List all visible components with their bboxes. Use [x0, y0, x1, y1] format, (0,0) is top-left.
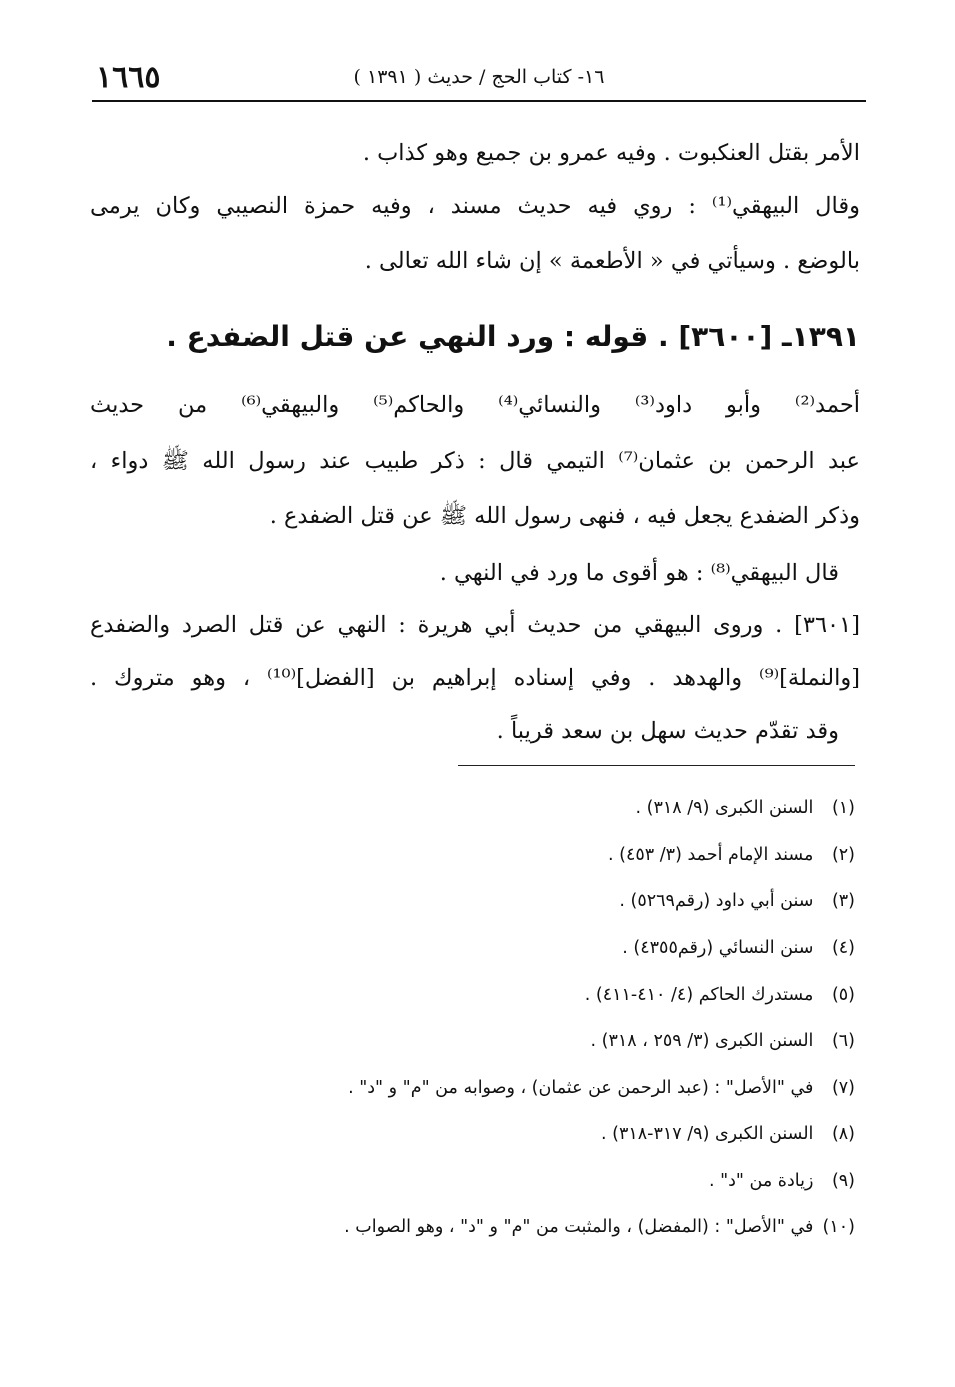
footnote: [636, 798, 855, 818]
footnote-text: مستدرك الحاكم (٤/ ٤١٠-٤١١) .: [584, 985, 814, 1005]
footnote-text: سنن النسائي (رقم٤٣٥٥) .: [622, 938, 814, 958]
footnote-text: سنن أبي داود (رقم٥٢٦٩) .: [619, 891, 814, 911]
paragraph-line: [٣٦٠١] . وروى البيهقي من حديث أبي هريرة : النهي عن قتل الصرد والضفدع: [90, 612, 860, 638]
footnote-number: (٨): [831, 1124, 855, 1144]
paragraph-line: أحمد⁽²⁾ وأبو داود⁽³⁾ والنسائي⁽⁴⁾ والحاكم⁽⁵⁾ والبيهقي⁽⁶⁾ من حديث: [90, 392, 860, 418]
footnote-number: (٩): [831, 1171, 855, 1191]
footnote-number: (٣): [831, 891, 855, 911]
footnote: [591, 1031, 855, 1051]
page-header: [92, 58, 866, 98]
footnote-number: (١): [831, 798, 855, 818]
body-line: الأمر بقتل العنكبوت . وفيه عمرو بن جميع وهو كذاب .: [362, 140, 860, 166]
footnote: [601, 1124, 855, 1144]
footnote-text: زيادة من "د" .: [708, 1171, 814, 1191]
header-rule: [92, 100, 866, 102]
paragraph-line: وذكر الضفدع يجعل فيه ، فنهى رسول الله ﷺ عن قتل الضفدع .: [269, 503, 860, 529]
body-line: وقال البيهقي⁽¹⁾ : روي فيه حديث مسند ، وفيه حمزة النصيبي وكان يرمى: [90, 193, 860, 219]
body-line: بالوضع . وسيأتي في « الأطعمة » إن شاء الله تعالى .: [364, 248, 860, 274]
paragraph-line: وقد تقدّم حديث سهل بن سعد قريباً .: [496, 718, 839, 744]
page-number: ١٦٦٥: [96, 60, 161, 95]
footnote-number: (٥): [831, 985, 855, 1005]
footnote-text: السنن الكبرى (٩/ ٣١٨) .: [635, 798, 814, 818]
paragraph-line: [والنملة]⁽⁹⁾ والهدهد . وفي إسناده إبراهيم بن [الفضل]⁽¹⁰⁾ ، وهو متروك .: [90, 665, 860, 691]
paragraph-line: عبد الرحمن بن عثمان⁽⁷⁾ التيمي قال : ذكر طبيب عند رسول الله ﷺ دواء ،: [90, 448, 860, 474]
footnote: [709, 1171, 855, 1191]
footnote-text: السنن الكبرى (٣/ ٢٥٩ ، ٣١٨) .: [590, 1031, 814, 1051]
hadith-heading: ١٣٩١ـ [٣٦٠٠] . قوله : ورد النهي عن قتل الضفدع .: [166, 320, 860, 353]
footnote: [608, 845, 855, 865]
footnote-text: في "الأصل" : (عبد الرحمن عن عثمان) ، وصوابه من "م" و "د" .: [348, 1078, 814, 1098]
running-head: ١٦- كتاب الحج / حديث ( ١٣٩١ ): [353, 66, 605, 88]
footnote: [348, 1078, 855, 1098]
footnote-separator: [458, 765, 855, 766]
footnote-number: (٢): [831, 845, 855, 865]
paragraph-line: قال البيهقي⁽⁸⁾ : هو أقوى ما ورد في النهي .: [439, 560, 839, 586]
footnote-number: (٤): [831, 938, 855, 958]
footnote-number: (٦): [831, 1031, 855, 1051]
footnote: [585, 985, 855, 1005]
footnote: [622, 938, 855, 958]
footnote: [619, 891, 855, 911]
footnote-text: في "الأصل" : (المفضل) ، والمثبت من "م" و "د" ، وهو الصواب .: [344, 1217, 814, 1237]
footnote-number: (٧): [831, 1078, 855, 1098]
footnote-text: السنن الكبرى (٩/ ٣١٧-٣١٨) .: [601, 1124, 814, 1144]
footnote-text: مسند الإمام أحمد (٣/ ٤٥٣) .: [608, 845, 814, 865]
footnote-number: (١٠): [822, 1217, 855, 1237]
footnote: [344, 1217, 855, 1237]
